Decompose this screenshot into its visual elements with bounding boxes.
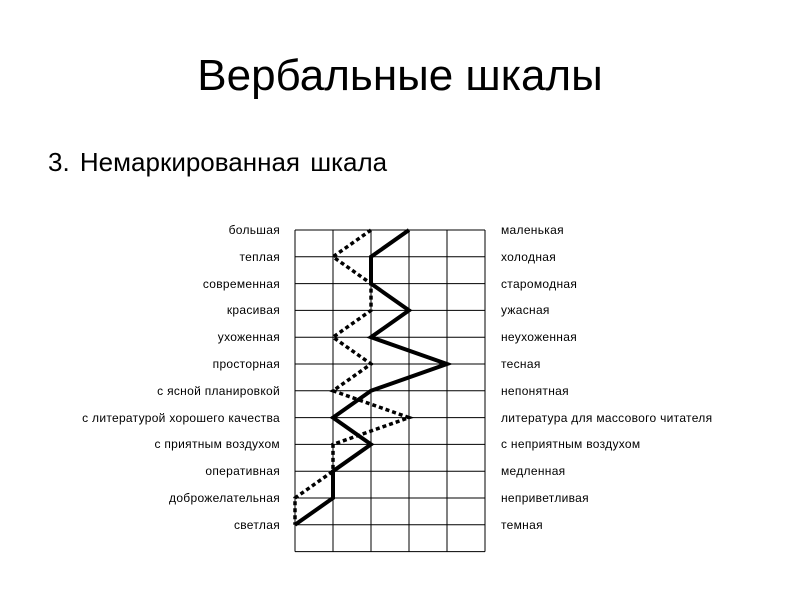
row-label-right: холодная [501,249,557,264]
row-label-left: большая [228,223,280,237]
row-label-left: с ясной планировкой [157,383,280,398]
row-label-right: темная [501,517,543,532]
profile-line-dotted [295,230,409,525]
row-label-left: с приятным воздухом [154,437,280,452]
row-label-right: маленькая [501,223,564,237]
row-label-left: доброжелательная [169,491,280,505]
row-label-left: ухоженная [217,330,280,345]
row-label-right: непонятная [501,383,569,398]
row-label-left: оперативная [205,464,280,479]
row-label-left: просторная [212,357,280,371]
row-label-right: неухоженная [501,330,577,345]
row-label-left: красивая [226,303,280,318]
slide-title: Вербальные шкалы [197,51,603,100]
row-label-right: неприветливая [501,491,589,505]
row-label-right: медленная [501,464,566,479]
slide-subtitle: 3. Немаркированная шкала [48,147,388,177]
row-label-right: с неприятным воздухом [501,437,641,452]
row-label-left: современная [202,276,280,291]
row-label-right: старомодная [501,276,578,291]
row-label-left: светлая [233,517,280,532]
row-label-left: с литературой хорошего качества [82,410,280,425]
row-label-right: литература для массового читателя [501,410,713,425]
row-label-left: теплая [239,249,280,264]
row-label-right: тесная [501,357,541,371]
row-label-right: ужасная [501,303,550,318]
